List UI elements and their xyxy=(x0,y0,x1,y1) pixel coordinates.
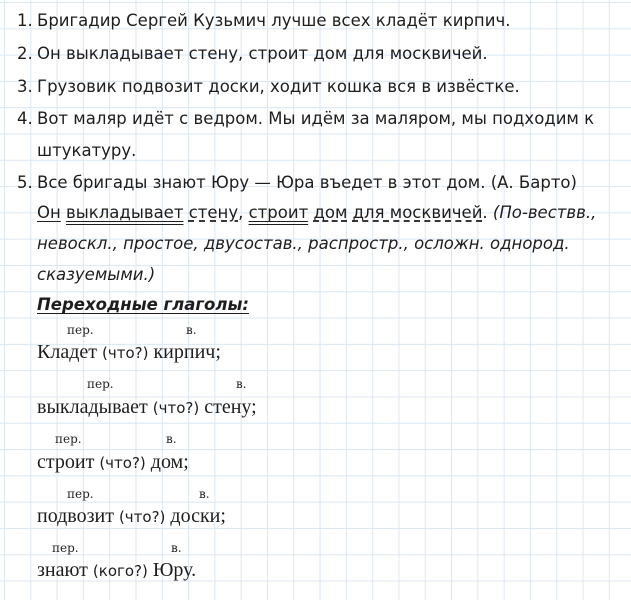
case-mark: в. xyxy=(171,541,182,555)
transitive-mark: пер. xyxy=(55,432,82,446)
item-number: 1. xyxy=(17,11,33,30)
object: кирпич xyxy=(153,341,216,363)
section-heading: Переходные глаголы: xyxy=(37,295,249,314)
predicate-word: строит xyxy=(248,203,309,222)
item-text: Он выкладывает стену, строит дом для москвичей. xyxy=(37,44,488,63)
punctuation: ; xyxy=(183,451,189,473)
case-mark: в. xyxy=(166,432,177,446)
object-word: дом xyxy=(313,203,348,222)
object: Юру xyxy=(152,559,192,581)
list-item xyxy=(17,44,488,63)
item-number: 3. xyxy=(17,77,33,96)
punctuation: . xyxy=(191,559,197,581)
punctuation: ; xyxy=(215,341,221,363)
verb: Кладет xyxy=(37,341,97,363)
punctuation: ; xyxy=(220,505,226,527)
parsed-sentence xyxy=(37,203,596,222)
verb: знают xyxy=(37,559,88,581)
object: доски xyxy=(170,505,221,527)
question: (что?) xyxy=(152,399,200,417)
item-number: 2. xyxy=(17,44,33,63)
item-text: Грузовик подвозит доски, ходит кошка вся в извёстке. xyxy=(37,77,520,96)
transitive-mark: пер. xyxy=(87,377,114,391)
question: (что?) xyxy=(99,454,146,472)
verb-line xyxy=(37,559,196,582)
item-text: Бригадир Сергей Кузьмич лучше всех кладёт кирпич. xyxy=(37,11,511,30)
punctuation: , xyxy=(238,203,244,222)
case-mark: в. xyxy=(186,323,197,337)
verb: выкладывает xyxy=(37,396,148,418)
item-text: Все бригады знают Юру — Юра въедет в этот дом. (А. Барто) xyxy=(37,173,577,192)
list-item-continuation xyxy=(37,141,136,160)
object: стену xyxy=(204,396,252,418)
question: (что?) xyxy=(118,508,166,526)
transitive-mark: пер. xyxy=(67,487,94,501)
question: (что?) xyxy=(102,344,149,362)
list-item xyxy=(17,11,510,30)
item-number: 5. xyxy=(17,173,33,192)
sentence-note-line: невоскл., простое, двусостав., распростр., осложн. однород. xyxy=(37,234,570,253)
sentence-note-line: сказуемыми.) xyxy=(37,265,156,284)
question: (кого?) xyxy=(92,562,148,580)
item-text: штукатуру. xyxy=(37,141,137,160)
list-item xyxy=(17,77,520,96)
case-mark: в. xyxy=(236,377,247,391)
object-word: стену xyxy=(188,203,239,222)
list-item xyxy=(17,109,594,128)
case-mark: в. xyxy=(199,487,210,501)
punctuation: . xyxy=(482,203,488,222)
attribute-phrase: для москвичей xyxy=(352,203,483,222)
verb-line xyxy=(37,451,189,474)
subject-word: Он xyxy=(37,203,61,222)
transitive-mark: пер. xyxy=(67,323,94,337)
transitive-mark: пер. xyxy=(52,541,79,555)
sentence-note: (По-вествв., xyxy=(492,203,597,222)
object: дом xyxy=(150,451,184,473)
list-item xyxy=(17,173,577,192)
verb-line xyxy=(37,341,221,364)
item-text: Вот маляр идёт с ведром. Мы идём за маляром, мы подходим к xyxy=(37,109,595,128)
verb-line xyxy=(37,505,226,528)
predicate-word: выкладывает xyxy=(66,203,184,222)
punctuation: ; xyxy=(251,396,257,418)
item-number: 4. xyxy=(17,109,33,128)
verb: подвозит xyxy=(37,505,114,527)
verb: строит xyxy=(37,451,95,473)
verb-line xyxy=(37,396,257,419)
